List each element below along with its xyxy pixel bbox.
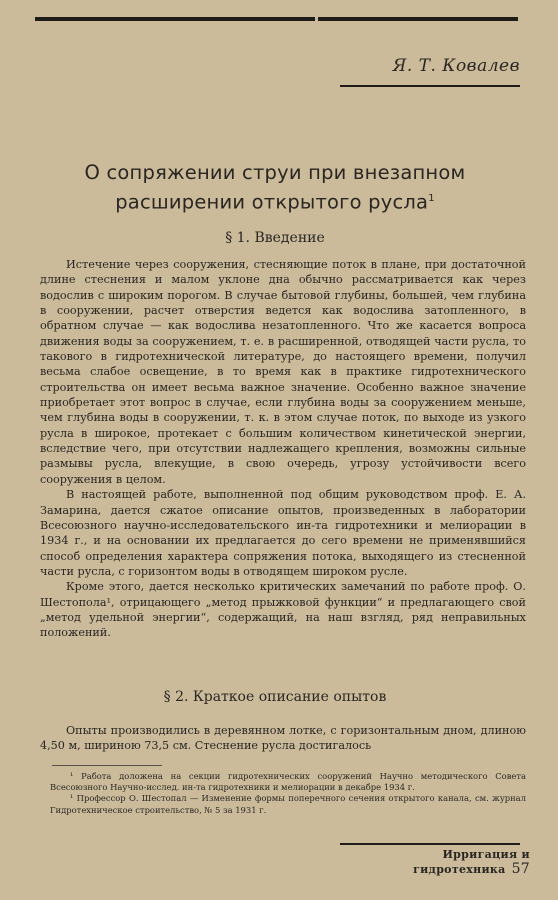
author-underline xyxy=(340,85,520,87)
section-2-body xyxy=(40,723,526,754)
footnote: ¹ Профессор О. Шестопал — Изменение формы поперечного сечения открытого канала, см. журнал Гидротехническое строительство, № 5 за 1931 г. xyxy=(50,793,526,815)
footnote-divider xyxy=(52,765,162,766)
section-heading-1: § 1. Введение xyxy=(225,230,325,246)
top-rule-right xyxy=(318,17,518,21)
paragraph: Истечение через сооружения, стесняющие поток в плане, при достаточной длине стеснения и малом уклоне дна обычно рассматривается как через водослив с широким порогом. В случае бытовой глубины, большей, чем глубина в сооружении, расчет отверстия ведется как водослива затопленного, в обратном случае — как водослива незатопленного. Что же касается вопроса движения воды за сооружением, т. е. в расширенной, отводящей части русла, то такового в гидротехнической литературе, до настоящего времени, получил весьма слабое освещение, в то время как в практике гидротехнического строительства он имеет весьма важное значение. Особенно важное значение приобретает этот вопрос в случае, если глубина воды за сооружением меньше, чем глубина воды в сооружении, т. к. в этом случае поток, по выходе из узкого русла в широкое, протекает с большим количеством кинетической энергии, вследствие чего, при отсутствии надлежащего крепления, возможны сильные размывы русла, влекущие, в свою очередь, угрозу устойчивости всего сооружения в целом. xyxy=(40,258,526,486)
top-rule-left xyxy=(35,17,315,21)
footnotes xyxy=(50,771,526,816)
author-name: Я. Т. Ковалев xyxy=(392,56,520,76)
paragraph: Кроме этого, дается несколько критических замечаний по работе проф. О. Шестопола¹, отрицающего „метод прыжковой функции“ и предлагающего свой „метод удельной энергии“, содержащий, на наш взгляд, ряд неправильных положений. xyxy=(40,580,526,640)
article-title xyxy=(30,160,520,216)
paragraph: Опыты производились в деревянном лотке, с горизонтальным дном, длиною 4,50 м, шириною 73,5 см. Стеснение русла достигалось xyxy=(40,724,526,753)
footer-rule xyxy=(340,843,520,845)
page-footer xyxy=(340,848,530,877)
article-title-text: О сопряжении струи при внезапном расширении открытого русла xyxy=(84,161,466,214)
paragraph: В настоящей работе, выполненной под общим руководством проф. Е. А. Замарина, дается сжатое описание опытов, произведенных в лаборатории Всесоюзного научно-исследовательского ин-та гидротехники и мелиорации в 1934 г., и на основании их предлагается до сего времени не применявшийся способ определения характера сопряжения потока, выходящего из стесненной части русла, с горизонтом воды в отводящем широком русле. xyxy=(40,488,526,578)
section-1-body xyxy=(40,257,526,641)
journal-name: Ирригация и гидротехника xyxy=(413,848,530,876)
section-heading-2: § 2. Краткое описание опытов xyxy=(163,689,387,705)
page-number: 57 xyxy=(511,861,530,877)
footnote: ¹ Работа доложена на секции гидротехнических сооружений Научно методического Совета Всесоюзного Научно-исслед. ин-та гидротехники и мелиорации в декабре 1934 г. xyxy=(50,771,526,793)
title-footnote-mark: 1 xyxy=(428,193,435,204)
